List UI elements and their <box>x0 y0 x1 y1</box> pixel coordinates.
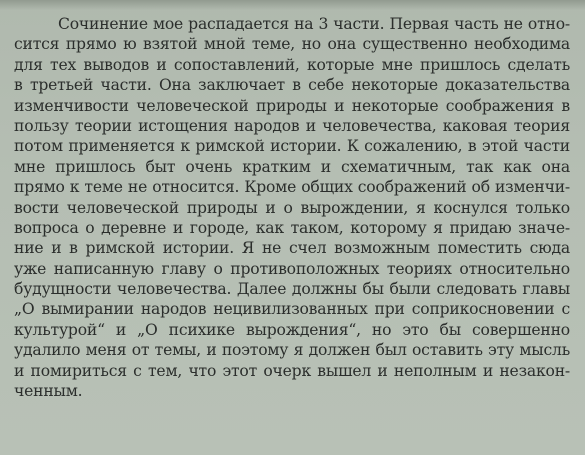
text-line: ченным. <box>14 382 83 401</box>
text-line: „О вымирании народов нецивилизованных при соприкосновении с <box>14 300 570 319</box>
text-line: будущности человечества. Далее должны бы были следовать главы <box>14 280 570 299</box>
text-line: вопроса о деревне и городе, как таком, которому я придаю значе- <box>14 218 570 237</box>
text-line: и помириться с тем, что этот очерк вышел и неполным и незакон- <box>14 361 570 380</box>
text-line: культурой“ и „О психике вырождения“, но это бы совершенно <box>14 320 570 339</box>
text-line: потом применяется к римской истории. К сожалению, в этой части <box>14 137 570 156</box>
text-line: в третьей части. Она заключает в себе некоторые доказательства <box>14 76 570 95</box>
page-text <box>14 14 570 401</box>
text-line: удалило меня от темы, и поэтому я должен был оставить эту мысль <box>14 341 570 360</box>
text-line: изменчивости человеческой природы и некоторые соображения в <box>14 96 570 115</box>
text-line: Сочинение мое распадается на 3 части. Первая часть не отно- <box>58 15 570 33</box>
text-line: мне пришлось быт очень кратким и схематичным, так как она <box>14 157 570 176</box>
page-top-shadow <box>0 0 585 10</box>
text-line: пользу теории истощения народов и человечества, каковая теория <box>14 116 570 135</box>
text-line: ние и в римской истории. Я не счел возможным поместить сюда <box>14 239 570 258</box>
text-line: вости человеческой природы и о вырождении, я коснулся только <box>14 198 570 217</box>
text-line: сится прямо ю взятой мной теме, но она существенно необходима <box>14 35 570 54</box>
text-line: для тех выводов и сопоставлений, которые мне пришлось сделать <box>14 55 570 74</box>
text-line: прямо к теме не относится. Кроме общих соображений об изменчи- <box>14 178 570 197</box>
text-line: уже написанную главу о противоположных теориях относительно <box>14 259 570 278</box>
